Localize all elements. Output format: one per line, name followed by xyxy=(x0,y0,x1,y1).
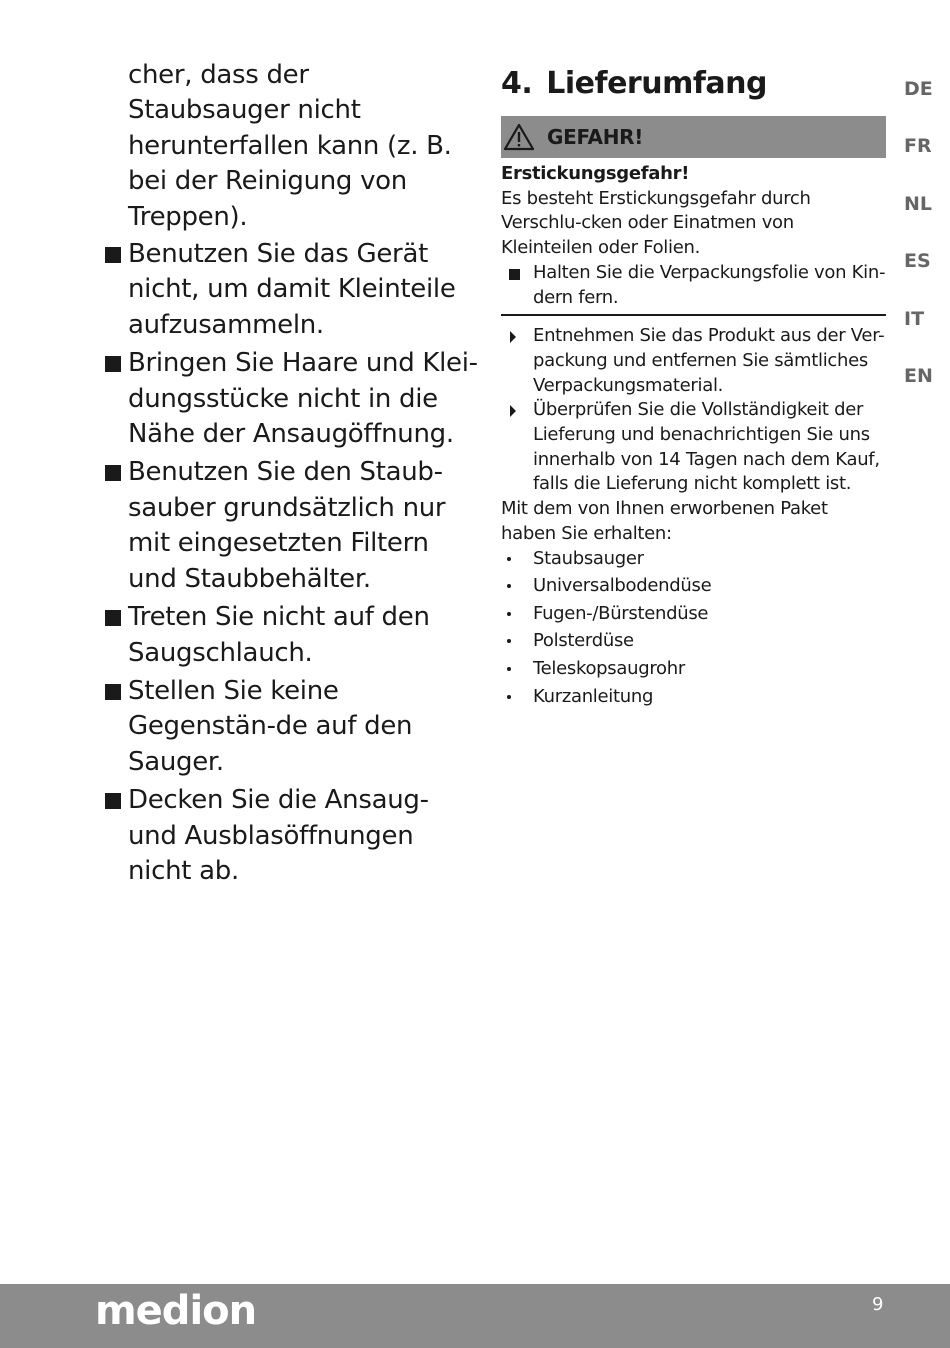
section-heading xyxy=(501,64,886,104)
language-tab-fr[interactable]: FR xyxy=(904,135,932,158)
list-item-text: Universalbodendüse xyxy=(533,575,712,597)
danger-text: Es besteht Erstickungsgefahr durch Verschlu-cken oder Einatmen von Kleinteilen oder Folien. xyxy=(501,187,811,259)
dot-bullet-icon xyxy=(507,695,511,699)
dot-bullet-icon xyxy=(507,612,511,616)
safety-item-text: Decken Sie die Ansaug- und Ausblasöffnungen nicht ab. xyxy=(128,785,429,886)
dot-bullet-icon xyxy=(507,557,511,561)
safety-item xyxy=(104,346,478,452)
safety-item-text: Benutzen Sie den Staub-sauber grundsätzlich nur mit eingesetzten Filtern und Staubbehälter. xyxy=(128,457,446,594)
divider xyxy=(501,314,886,316)
safety-item xyxy=(104,600,478,671)
section-number: 4. xyxy=(501,66,533,101)
list-item-text: Staubsauger xyxy=(533,547,644,569)
danger-subtitle: Erstickungsgefahr! xyxy=(501,163,690,184)
section-title: Lieferumfang xyxy=(546,66,767,101)
square-bullet-icon xyxy=(105,610,121,626)
list-item xyxy=(501,629,886,654)
arrow-bullet-icon xyxy=(510,405,516,417)
list-item xyxy=(501,657,886,682)
list-item xyxy=(501,547,886,572)
danger-item-text: Halten Sie die Verpackungsfolie von Kin-dern fern. xyxy=(533,261,886,308)
arrow-bullet-icon xyxy=(510,331,516,343)
safety-item-text: Stellen Sie keine Gegenstän-de auf den Sauger. xyxy=(128,675,413,777)
language-tab-it[interactable]: IT xyxy=(904,307,925,330)
received-intro: Mit dem von Ihnen erworbenen Paket haben Sie erhalten: xyxy=(501,498,828,544)
right-column xyxy=(501,64,886,712)
danger-item xyxy=(501,261,886,310)
continuation-text: cher, dass der Staubsauger nicht herunterfallen kann (z. B. bei der Reinigung von Treppen). xyxy=(128,60,452,232)
square-bullet-icon xyxy=(105,247,121,263)
language-tab-en[interactable]: EN xyxy=(904,364,933,387)
square-bullet-icon xyxy=(105,356,121,372)
danger-banner xyxy=(501,116,886,158)
dot-bullet-icon xyxy=(507,639,511,643)
safety-item xyxy=(104,455,478,597)
list-item-text: Teleskopsaugrohr xyxy=(533,657,685,679)
dot-bullet-icon xyxy=(507,667,511,671)
brand-logo: medion xyxy=(95,1288,257,1334)
list-item xyxy=(501,602,886,627)
step-item xyxy=(501,398,886,497)
safety-item-text: Benutzen Sie das Gerät nicht, um damit Kleinteile aufzusammeln. xyxy=(128,239,456,340)
danger-label: GEFAHR! xyxy=(547,124,644,149)
list-item-text: Kurzanleitung xyxy=(533,685,654,707)
step-text: Überprüfen Sie die Vollständigkeit der Lieferung und benachrichtigen Sie uns innerhalb von 14 Tagen nach dem Kauf, falls die Lieferung nicht komplett ist. xyxy=(533,399,880,495)
language-tab-de[interactable]: DE xyxy=(904,78,933,100)
safety-item xyxy=(104,237,478,343)
footer-bar xyxy=(0,1284,950,1348)
square-bullet-icon xyxy=(105,793,121,809)
dot-bullet-icon xyxy=(507,584,511,588)
list-item xyxy=(501,574,886,599)
page-number: 9 xyxy=(872,1294,884,1315)
list-item-text: Fugen-/Bürstendüse xyxy=(533,602,709,624)
step-text: Entnehmen Sie das Produkt aus der Ver-packung und entfernen Sie sämtliches Verpackungsmaterial. xyxy=(533,325,885,396)
language-tabs xyxy=(904,76,944,420)
safety-item xyxy=(104,783,478,889)
left-column xyxy=(104,58,478,892)
safety-item xyxy=(104,674,478,780)
square-bullet-icon xyxy=(105,465,121,481)
language-tab-es[interactable]: ES xyxy=(904,250,931,273)
step-item xyxy=(501,324,886,398)
safety-item-text: Bringen Sie Haare und Klei-dungsstücke nicht in die Nähe der Ansaugöffnung. xyxy=(128,348,478,450)
contents-list xyxy=(501,547,886,710)
language-tab-nl[interactable]: NL xyxy=(904,192,933,215)
square-bullet-icon xyxy=(105,684,121,700)
list-item xyxy=(501,685,886,710)
list-item-text: Polsterdüse xyxy=(533,630,634,652)
square-bullet-icon xyxy=(509,269,520,280)
safety-item-text: Treten Sie nicht auf den Saugschlauch. xyxy=(128,602,430,668)
warning-icon xyxy=(503,123,535,151)
